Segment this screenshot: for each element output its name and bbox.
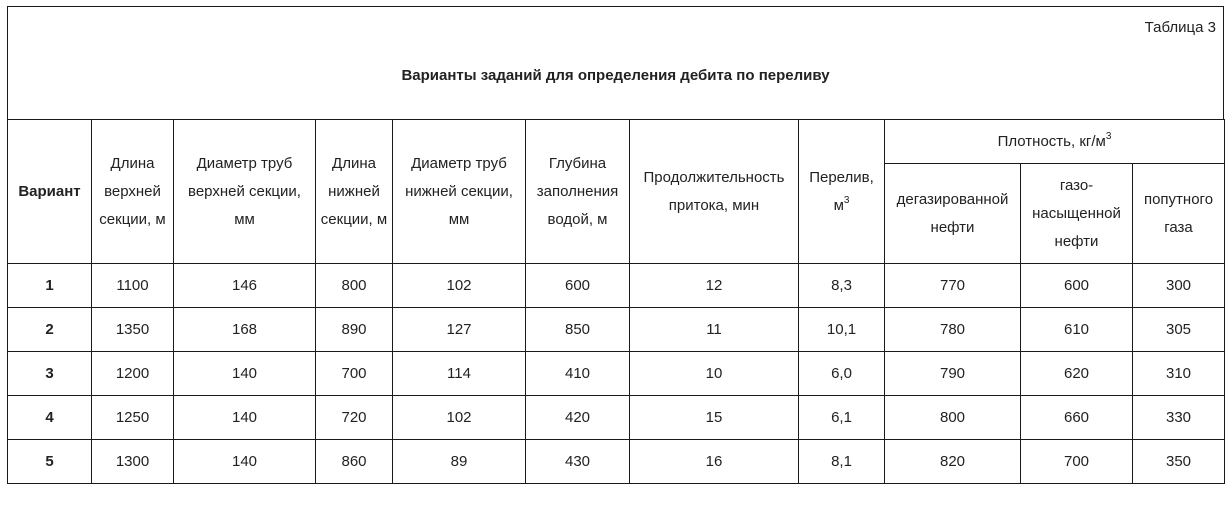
table-cell: 305	[1133, 308, 1225, 352]
table-cell: 1300	[92, 440, 174, 484]
table-cell: 1250	[92, 396, 174, 440]
table-cell: 790	[885, 352, 1021, 396]
header-upper-diameter: Диаметр труб верхней секции, мм	[174, 120, 316, 264]
table-cell: 770	[885, 264, 1021, 308]
table-cell: 6,0	[799, 352, 885, 396]
table-cell: 1350	[92, 308, 174, 352]
table-cell: 700	[316, 352, 393, 396]
header-overflow-sup: 3	[843, 194, 850, 206]
table-cell: 89	[393, 440, 526, 484]
table-cell: 102	[393, 264, 526, 308]
table-cell: 12	[630, 264, 799, 308]
header-density-group	[885, 120, 1225, 164]
table-cell: 800	[885, 396, 1021, 440]
variant-number-cell: 5	[8, 440, 92, 484]
table-cell: 15	[630, 396, 799, 440]
table-cell: 890	[316, 308, 393, 352]
table-cell: 168	[174, 308, 316, 352]
table-cell: 350	[1133, 440, 1225, 484]
table-cell: 10	[630, 352, 799, 396]
header-gas-saturated-oil: газо-насыщенной нефти	[1021, 164, 1133, 264]
header-overflow-text: Перелив, м	[809, 168, 874, 214]
header-row	[8, 120, 1225, 164]
table-cell: 850	[526, 308, 630, 352]
table-cell: 310	[1133, 352, 1225, 396]
table-cell: 660	[1021, 396, 1133, 440]
table-cell: 800	[316, 264, 393, 308]
header-overflow	[799, 120, 885, 264]
table-cell: 860	[316, 440, 393, 484]
header-inflow-duration: Продолжительность притока, мин	[630, 120, 799, 264]
table-cell: 102	[393, 396, 526, 440]
table-cell: 140	[174, 352, 316, 396]
table-cell: 8,1	[799, 440, 885, 484]
header-variant: Вариант	[8, 120, 92, 264]
header-fill-depth: Глубина заполнения водой, м	[526, 120, 630, 264]
table-number-label: Таблица 3	[1144, 19, 1216, 36]
table-caption	[7, 6, 1224, 119]
table-cell: 114	[393, 352, 526, 396]
table-cell: 610	[1021, 308, 1133, 352]
table-cell: 600	[1021, 264, 1133, 308]
table-cell: 330	[1133, 396, 1225, 440]
table-cell: 6,1	[799, 396, 885, 440]
table-cell: 1200	[92, 352, 174, 396]
table-cell: 700	[1021, 440, 1133, 484]
header-lower-length: Длина нижней секции, м	[316, 120, 393, 264]
table-cell: 10,1	[799, 308, 885, 352]
table-cell: 1100	[92, 264, 174, 308]
table-cell: 127	[393, 308, 526, 352]
table-container	[7, 6, 1224, 506]
table-cell: 410	[526, 352, 630, 396]
table-cell: 430	[526, 440, 630, 484]
table-cell: 140	[174, 396, 316, 440]
variant-number-cell: 1	[8, 264, 92, 308]
table-cell: 780	[885, 308, 1021, 352]
table-cell: 620	[1021, 352, 1133, 396]
table-cell: 420	[526, 396, 630, 440]
table-cell: 140	[174, 440, 316, 484]
table-row	[8, 396, 1225, 440]
header-density-text: Плотность, кг/м	[997, 132, 1106, 150]
header-lower-diameter: Диаметр труб нижней секции, мм	[393, 120, 526, 264]
header-associated-gas: попутного газа	[1133, 164, 1225, 264]
variant-number-cell: 2	[8, 308, 92, 352]
table-cell: 8,3	[799, 264, 885, 308]
table-cell: 600	[526, 264, 630, 308]
table-cell: 820	[885, 440, 1021, 484]
variant-number-cell: 3	[8, 352, 92, 396]
table-row	[8, 308, 1225, 352]
table-cell: 720	[316, 396, 393, 440]
table-row	[8, 440, 1225, 484]
table-cell: 146	[174, 264, 316, 308]
variant-number-cell: 4	[8, 396, 92, 440]
table-cell: 300	[1133, 264, 1225, 308]
header-degassed-oil: дегазированной нефти	[885, 164, 1021, 264]
header-density-sup: 3	[1105, 130, 1112, 142]
variants-table	[7, 119, 1225, 484]
table-row	[8, 352, 1225, 396]
table-body	[8, 264, 1225, 484]
header-upper-length: Длина верхней секции, м	[92, 120, 174, 264]
table-title: Варианты заданий для определения дебита по переливу	[401, 67, 830, 84]
table-cell: 11	[630, 308, 799, 352]
table-cell: 16	[630, 440, 799, 484]
table-row	[8, 264, 1225, 308]
